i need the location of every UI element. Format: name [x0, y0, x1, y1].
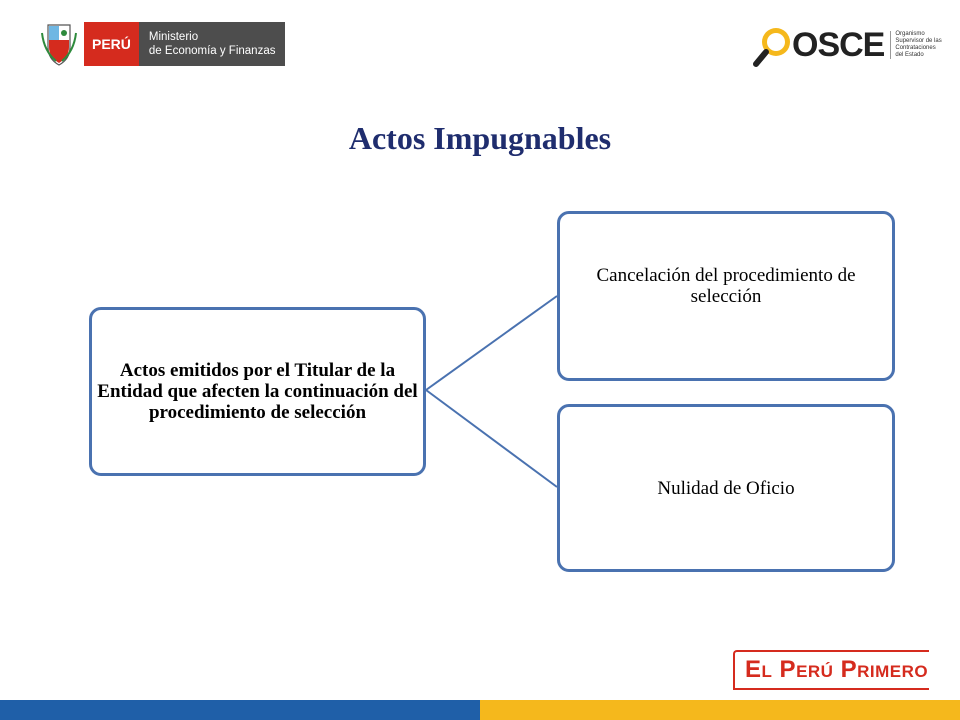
diagram-child-node	[557, 211, 895, 381]
osce-subtitle-line: Contrataciones	[895, 45, 936, 51]
osce-logo	[752, 22, 942, 68]
child-node-text: Cancelación del procedimiento de selección	[596, 265, 856, 307]
connector-line	[426, 296, 557, 390]
slide-title: Actos Impugnables	[348, 120, 612, 156]
diagram-root-node	[89, 307, 426, 476]
mef-logo	[40, 20, 285, 68]
osce-subtitle-line: Organismo	[895, 31, 925, 37]
slogan-text: El Perú Primero	[745, 656, 929, 683]
osce-acronym: OSCE	[792, 25, 885, 64]
ministry-line-2: de Economía y Finanzas	[148, 45, 276, 57]
ministry-label	[139, 22, 286, 66]
footer-bar-blue	[0, 700, 480, 720]
diagram-child-node	[557, 404, 895, 572]
peru-coat-of-arms-icon	[40, 21, 78, 67]
child-node-text: Nulidad de Oficio	[657, 477, 795, 499]
slogan-logo	[733, 650, 929, 690]
magnifier-icon	[752, 22, 796, 68]
osce-subtitle	[890, 31, 941, 59]
root-node-text: Actos emitidos por el Titular de la Entidad que afecten la continuación del procedimiento de selección	[97, 360, 418, 423]
osce-subtitle-line: Supervisor de las	[895, 38, 942, 44]
peru-label: PERÚ	[84, 22, 139, 66]
footer-bar-yellow	[480, 700, 960, 720]
connector-line	[426, 390, 557, 487]
ministry-line-1: Ministerio	[148, 31, 199, 43]
osce-subtitle-line: del Estado	[895, 52, 924, 58]
